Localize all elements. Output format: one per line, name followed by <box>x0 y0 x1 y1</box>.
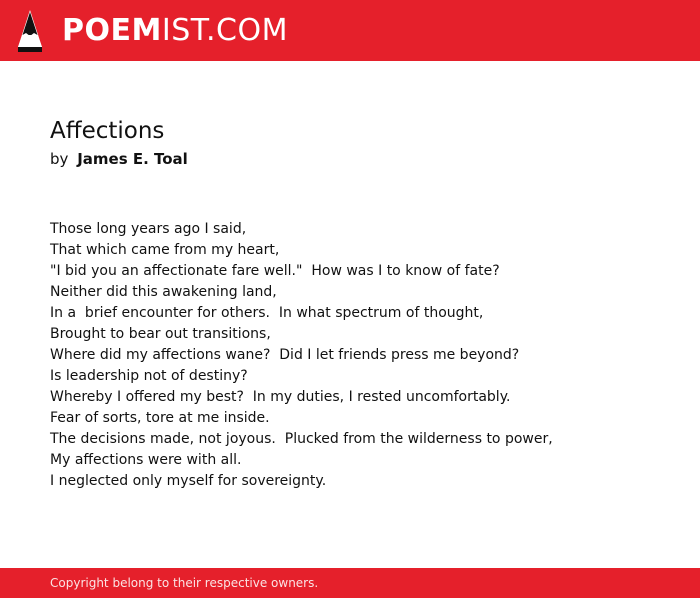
pencil-tip-icon <box>18 10 42 52</box>
poem-body <box>50 219 670 492</box>
poem-line: My affections were with all. <box>50 452 242 468</box>
poem-line: Those long years ago I said, <box>50 221 247 237</box>
poem-line: Where did my affections wane? Did I let friends press me beyond? <box>50 347 520 363</box>
poem-line: Neither did this awakening land, <box>50 284 277 300</box>
site-header <box>0 0 700 61</box>
logo-light-text: IST.COM <box>161 12 288 48</box>
poem-line: The decisions made, not joyous. Plucked from the wilderness to power, <box>50 431 553 447</box>
poem-line: Is leadership not of destiny? <box>50 368 248 384</box>
poem-line: That which came from my heart, <box>50 242 280 258</box>
site-logo-text <box>62 12 288 48</box>
poem-line: Whereby I offered my best? In my duties, I rested uncomfortably. <box>50 389 511 405</box>
poem-header <box>50 116 670 169</box>
site-footer <box>0 568 700 598</box>
poem-title: Affections <box>50 118 165 144</box>
byline-prefix: by <box>50 150 69 168</box>
byline <box>50 149 670 169</box>
copyright-text: Copyright belong to their respective owners. <box>50 576 319 590</box>
poem-line: Fear of sorts, tore at me inside. <box>50 410 270 426</box>
poem-line: Brought to bear out transitions, <box>50 326 271 342</box>
poem-line: I neglected only myself for sovereignty. <box>50 473 327 489</box>
poem-line: "I bid you an affectionate fare well." How was I to know of fate? <box>50 263 500 279</box>
site-logo-link[interactable] <box>18 10 288 52</box>
author-name: James E. Toal <box>77 150 188 168</box>
poem-line: In a brief encounter for others. In what spectrum of thought, <box>50 305 484 321</box>
logo-strong-text: POEM <box>62 12 162 48</box>
